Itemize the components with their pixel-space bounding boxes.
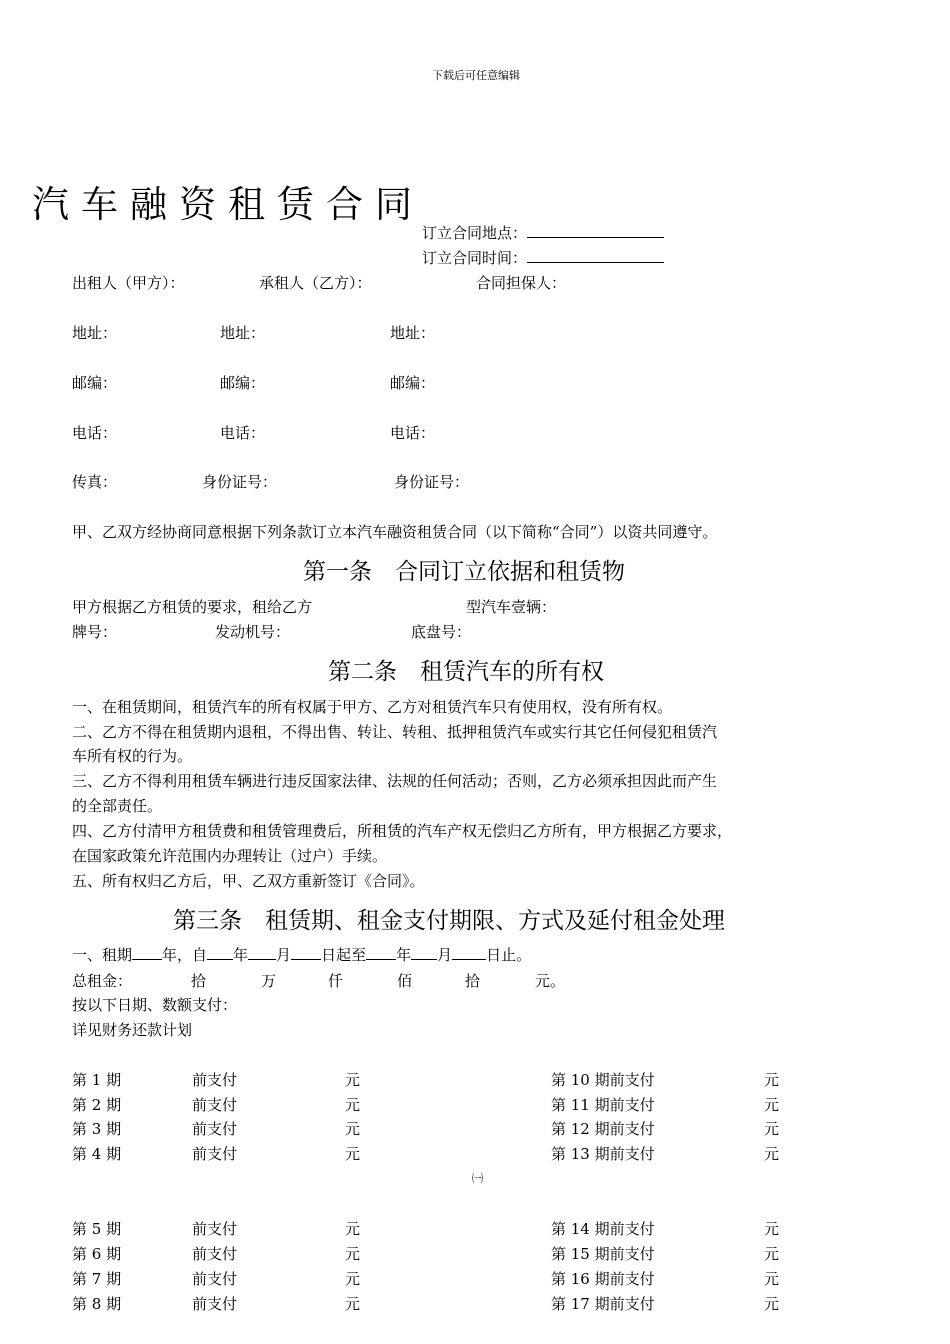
document-title: 汽车融资租赁合同 [32, 183, 424, 226]
unit-shi-2: 拾 [465, 972, 481, 990]
lessee-address: 地址： [220, 324, 266, 342]
lease-term-line [72, 944, 531, 965]
yuan-label: 元 [345, 1145, 361, 1163]
term-text-8: 日止。 [486, 946, 532, 964]
pay-label: 前支付 [192, 1071, 238, 1089]
yuan-label-right: 元 [764, 1270, 780, 1288]
article-2-p2b: 车所有权的行为。 [72, 747, 193, 765]
sign-time-label: 订立合同时间： [422, 249, 528, 267]
term-blank [411, 946, 437, 960]
article-2-p5: 五、所有权归乙方后，甲、乙双方重新签订《合同》。 [72, 872, 425, 890]
period-label-right: 第 16 期前支付 [551, 1270, 655, 1288]
sign-time [422, 247, 664, 268]
pay-label: 前支付 [192, 1220, 238, 1238]
article-1-line-a: 甲方根据乙方租赁的要求，租给乙方 [72, 598, 313, 616]
header-note: 下载后可任意编辑 [432, 69, 520, 82]
period-label: 第 7 期 [72, 1270, 122, 1288]
period-label-right: 第 17 期前支付 [551, 1295, 655, 1313]
yuan-label-right: 元 [764, 1295, 780, 1313]
article-2-p3b: 的全部责任。 [72, 797, 163, 815]
period-label-right: 第 11 期前支付 [551, 1096, 655, 1114]
lessee-label: 承租人（乙方）： [259, 274, 372, 292]
yuan-label: 元 [345, 1096, 361, 1114]
page-mark: ㈠ [472, 1172, 483, 1185]
yuan-label-right: 元 [764, 1220, 780, 1238]
term-text-3: 年 [233, 946, 249, 964]
yuan-label: 元 [345, 1120, 361, 1138]
article-2-p4b: 在国家政策允许范围内办理转让（过户）手续。 [72, 847, 388, 865]
guarantor-label: 合同担保人： [476, 274, 567, 292]
term-text-7: 月 [437, 946, 453, 964]
term-blank [291, 946, 321, 960]
preamble: 甲、乙双方经协商同意根据下列条款订立本汽车融资租赁合同（以下简称“合同”）以资共同遵守。 [72, 523, 718, 541]
term-text-4: 月 [276, 946, 292, 964]
engine-label: 发动机号： [215, 623, 291, 641]
term-text-5: 日起至 [321, 946, 367, 964]
lessee-postcode: 邮编： [220, 374, 266, 392]
unit-qian: 仟 [328, 972, 344, 990]
lessee-id-number: 身份证号： [202, 473, 278, 491]
term-blank [132, 946, 162, 960]
unit-bai: 佰 [397, 972, 413, 990]
yuan-label-right: 元 [764, 1245, 780, 1263]
yuan-label-right: 元 [764, 1096, 780, 1114]
yuan-label-right: 元 [764, 1071, 780, 1089]
sign-place-blank [527, 223, 664, 238]
lessor-label: 出租人（甲方）： [72, 274, 185, 292]
term-text-6: 年 [396, 946, 412, 964]
term-blank [366, 946, 396, 960]
yuan-label-right: 元 [764, 1145, 780, 1163]
article-2-p1: 一、在租赁期间，租赁汽车的所有权属于甲方、乙方对租赁汽车只有使用权，没有所有权。 [72, 698, 673, 716]
unit-yuan: 元。 [535, 972, 566, 990]
article-2-p3a: 三、乙方不得利用租赁车辆进行违反国家法律、法规的任何活动；否则，乙方必须承担因此而产生 [72, 772, 718, 790]
term-blank [207, 946, 233, 960]
term-blank [248, 946, 276, 960]
see-plan: 详见财务还款计划 [72, 1021, 193, 1039]
period-label: 第 2 期 [72, 1096, 122, 1114]
yuan-label: 元 [345, 1220, 361, 1238]
unit-wan: 万 [261, 972, 277, 990]
sign-time-blank [527, 248, 664, 263]
period-label: 第 5 期 [72, 1220, 122, 1238]
yuan-label: 元 [345, 1295, 361, 1313]
article-1-line-b: 型汽车壹辆： [466, 598, 557, 616]
yuan-label-right: 元 [764, 1120, 780, 1138]
period-label: 第 3 期 [72, 1120, 122, 1138]
lessor-phone: 电话： [72, 424, 118, 442]
article-2-heading: 第二条 租赁汽车的所有权 [328, 659, 604, 685]
article-2-p2a: 二、乙方不得在租赁期内退租，不得出售、转让、转租、抵押租赁汽车或实行其它任何侵犯租赁汽 [72, 723, 718, 741]
period-label-right: 第 10 期前支付 [551, 1071, 655, 1089]
period-label-right: 第 15 期前支付 [551, 1245, 655, 1263]
pay-label: 前支付 [192, 1145, 238, 1163]
sign-place [422, 222, 664, 243]
period-label-right: 第 14 期前支付 [551, 1220, 655, 1238]
total-rent-label: 总租金： [72, 972, 133, 990]
period-label: 第 8 期 [72, 1295, 122, 1313]
lessor-fax: 传真： [72, 473, 118, 491]
schedule-intro: 按以下日期、数额支付： [72, 996, 238, 1014]
article-2-p4a: 四、乙方付清甲方租赁费和租赁管理费后，所租赁的汽车产权无偿归乙方所有，甲方根据乙方要求， [72, 822, 733, 840]
period-label-right: 第 13 期前支付 [551, 1145, 655, 1163]
lessor-address: 地址： [72, 324, 118, 342]
pay-label: 前支付 [192, 1270, 238, 1288]
term-text-1: 一、租期 [72, 946, 133, 964]
guarantor-phone: 电话： [390, 424, 436, 442]
pay-label: 前支付 [192, 1120, 238, 1138]
chassis-label: 底盘号： [411, 623, 472, 641]
yuan-label: 元 [345, 1270, 361, 1288]
lessee-phone: 电话： [220, 424, 266, 442]
sign-place-label: 订立合同地点： [422, 224, 528, 242]
guarantor-address: 地址： [390, 324, 436, 342]
period-label: 第 1 期 [72, 1071, 122, 1089]
term-text-2: 年，自 [162, 946, 208, 964]
article-3-heading: 第三条 租赁期、租金支付期限、方式及延付租金处理 [173, 908, 725, 934]
yuan-label: 元 [345, 1245, 361, 1263]
period-label: 第 6 期 [72, 1245, 122, 1263]
unit-shi: 拾 [191, 972, 207, 990]
pay-label: 前支付 [192, 1245, 238, 1263]
lessor-postcode: 邮编： [72, 374, 118, 392]
period-label: 第 4 期 [72, 1145, 122, 1163]
plate-label: 牌号： [72, 623, 118, 641]
term-blank [452, 946, 486, 960]
guarantor-id-number: 身份证号： [394, 473, 470, 491]
pay-label: 前支付 [192, 1096, 238, 1114]
article-1-heading: 第一条 合同订立依据和租赁物 [303, 559, 625, 585]
yuan-label: 元 [345, 1071, 361, 1089]
period-label-right: 第 12 期前支付 [551, 1120, 655, 1138]
pay-label: 前支付 [192, 1295, 238, 1313]
guarantor-postcode: 邮编： [390, 374, 436, 392]
